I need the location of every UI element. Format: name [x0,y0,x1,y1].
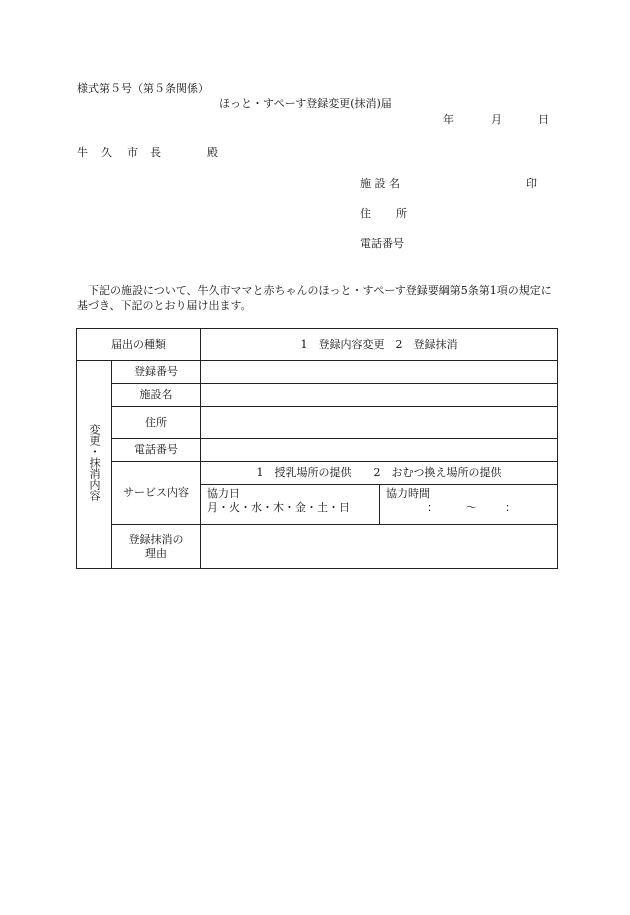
facility-name-field[interactable] [201,384,558,407]
service-label: サービス内容 [112,462,201,525]
cancel-reason-label [112,525,201,569]
date-month-label: 月 [491,113,502,126]
facility-name-label: 施設名 [112,384,201,407]
address-field[interactable] [201,407,558,439]
body-text: 下記の施設について、牛久市ママと赤ちゃんのほっと・すぺーす登録要綱第5条第1項の規定に基づき、下記のとおり届け出ます。 [77,284,552,312]
notice-type-label: 届出の種類 [77,329,201,361]
coop-time-range [386,501,557,515]
date-year-label: 年 [443,113,454,126]
coop-time-cell[interactable] [380,485,558,525]
coop-time-label: 協力時間 [386,487,430,500]
cancel-reason-label-line2: 理由 [145,546,167,560]
facility-name-row [77,384,558,407]
date-day-label: 日 [538,113,549,126]
notice-type-row [77,329,558,361]
reg-number-field[interactable] [201,361,558,384]
notice-form-table [76,328,558,569]
reg-number-row [77,361,558,384]
address-label: 住所 [112,407,201,439]
filer-facility-name-label: 施 設 名 [360,177,400,190]
time-tilde: 〜 [466,501,477,514]
phone-label: 電話番号 [112,439,201,462]
coop-days-cell[interactable] [201,485,380,525]
filer-address-label-1: 住 [360,207,371,220]
addressee-char-4: 長 [150,146,161,159]
phone-row [77,439,558,462]
filer-phone-label: 電話番号 [360,237,404,250]
cancel-reason-label-line1: 登録抹消の [128,532,184,546]
service-options-row [77,462,558,485]
service-options[interactable]: 1 授乳場所の提供 2 おむつ換え場所の提供 [201,462,558,485]
change-group-label [77,361,112,569]
reg-number-label: 登録番号 [112,361,201,384]
form-number-label: 様式第５号（第５条関係） [77,82,209,95]
coop-days-values: 月・火・水・木・金・土・日 [207,501,350,514]
addressee-char-1: 牛 [77,146,88,159]
time-colon-start: ： [427,501,438,514]
cancel-reason-field[interactable] [201,525,558,569]
addressee-honorific: 殿 [207,146,218,159]
change-group-text: 変更・抹消内容 [88,424,101,501]
addressee-char-3: 市 [127,146,138,159]
time-colon-end: ： [505,501,516,514]
document-title: ほっと・すぺーす登録変更(抹消)届 [219,97,392,110]
phone-field[interactable] [201,439,558,462]
address-row [77,407,558,439]
seal-mark: 印 [526,177,537,190]
coop-days-label: 協力日 [207,487,240,500]
cancel-reason-row [77,525,558,569]
filer-address-label-2: 所 [396,207,407,220]
addressee-char-2: 久 [101,146,112,159]
notice-type-options[interactable]: 1 登録内容変更 2 登録抹消 [201,329,558,361]
